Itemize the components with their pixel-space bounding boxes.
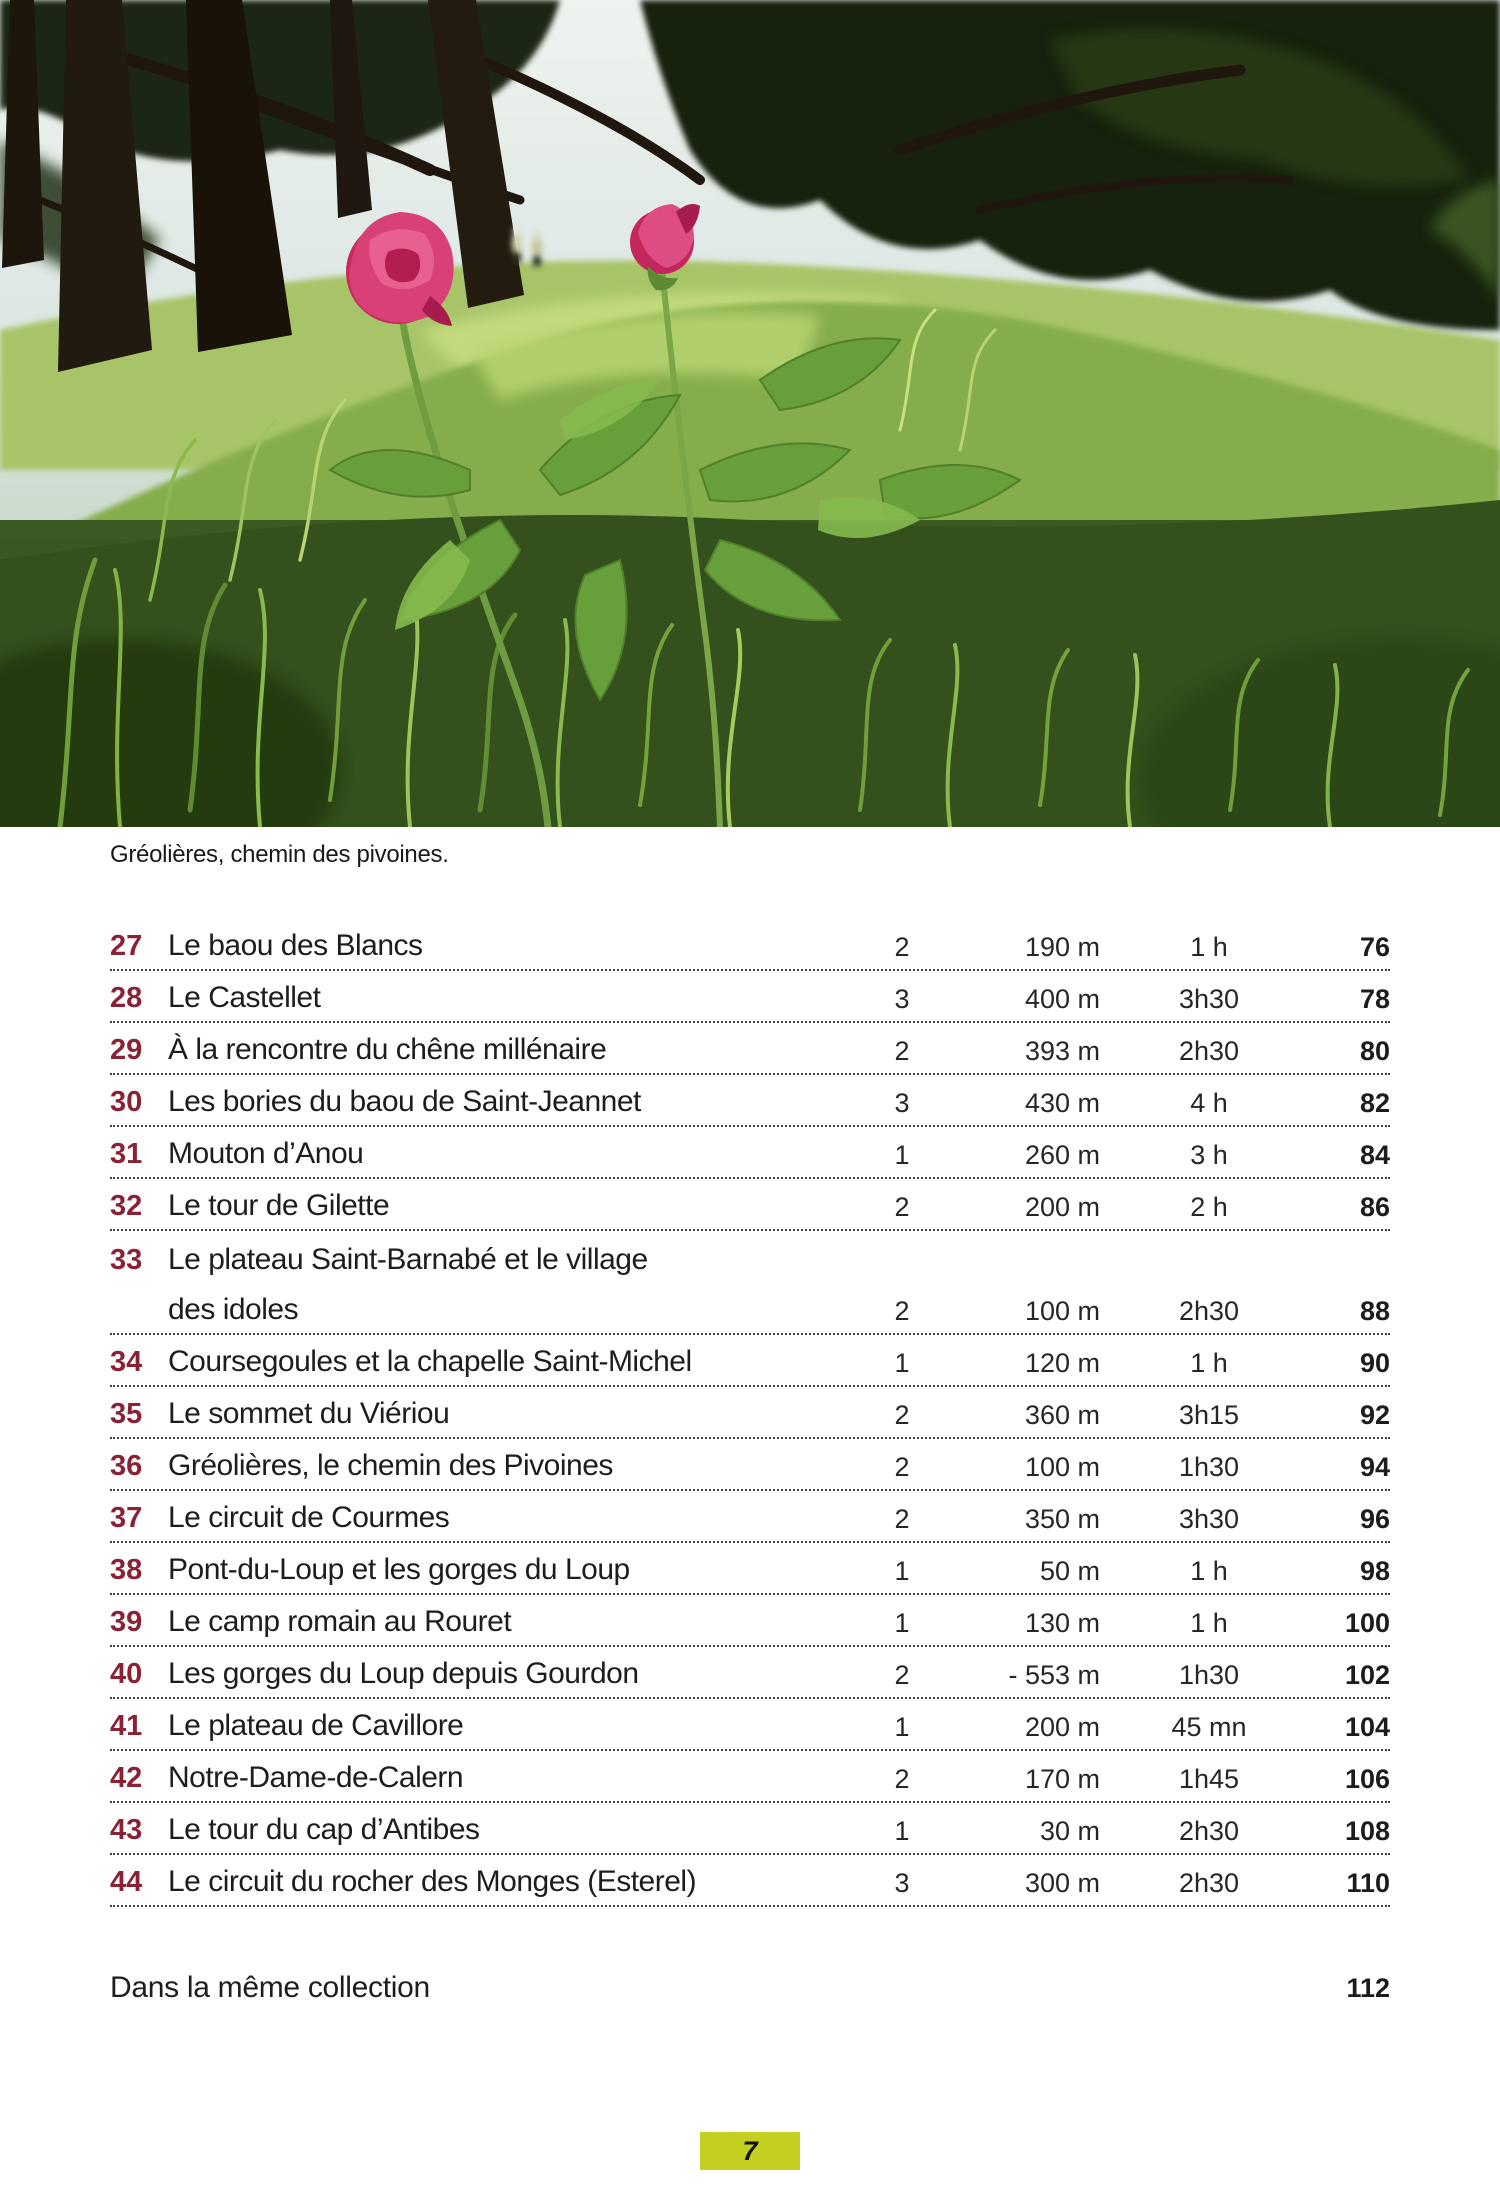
toc-entry-number: 34 bbox=[110, 1346, 143, 1378]
toc-entry-page: 96 bbox=[1359, 1504, 1390, 1534]
toc-entry-title: Pont-du-Loup et les gorges du Loup bbox=[168, 1553, 630, 1586]
toc-entry-elevation: 190 m bbox=[1024, 932, 1100, 962]
toc-entry-page: 110 bbox=[1346, 1868, 1390, 1898]
toc-entry-title: Coursegoules et la chapelle Saint-Michel bbox=[168, 1345, 692, 1378]
toc-entry-duration: 1h30 bbox=[1178, 1452, 1240, 1482]
toc-entry-title: Le circuit du rocher des Monges (Esterel) bbox=[168, 1865, 697, 1898]
toc-entry-number: 28 bbox=[110, 982, 143, 1014]
page-footer bbox=[0, 2132, 1500, 2170]
toc-entry-page: 86 bbox=[1359, 1192, 1390, 1222]
toc-row bbox=[110, 1283, 1390, 1335]
collection-row bbox=[110, 1971, 1390, 2005]
toc-entry-difficulty: 2 bbox=[894, 1452, 910, 1482]
toc-row bbox=[110, 1595, 1390, 1647]
page-number-badge bbox=[700, 2132, 800, 2170]
toc-entry-title: des idoles bbox=[168, 1293, 299, 1326]
toc-entry-number: 43 bbox=[110, 1814, 143, 1846]
toc-row bbox=[110, 1647, 1390, 1699]
toc-entry-elevation: 100 m bbox=[1024, 1296, 1100, 1326]
toc-entry-number: 35 bbox=[110, 1398, 143, 1430]
toc-entry-page: 94 bbox=[1359, 1452, 1390, 1482]
toc-entry-difficulty: 1 bbox=[894, 1712, 910, 1742]
toc-entry-elevation: - 553 m bbox=[1008, 1660, 1100, 1690]
toc-entry-duration: 1 h bbox=[1190, 932, 1228, 962]
toc-entry-number: 38 bbox=[110, 1554, 143, 1586]
toc-entry-number: 42 bbox=[110, 1762, 143, 1794]
toc-entry-page: 84 bbox=[1359, 1140, 1390, 1170]
header-photo bbox=[0, 0, 1500, 827]
toc-entry-elevation: 120 m bbox=[1024, 1348, 1100, 1378]
toc-entry-difficulty: 2 bbox=[894, 1504, 910, 1534]
toc-entry-number: 30 bbox=[110, 1086, 143, 1118]
toc-entry-title: Le sommet du Viériou bbox=[168, 1397, 450, 1430]
toc-row bbox=[110, 1075, 1390, 1127]
toc-entry-difficulty: 3 bbox=[894, 1088, 910, 1118]
toc-entry-duration: 2h30 bbox=[1178, 1036, 1240, 1066]
toc-entry-difficulty: 2 bbox=[894, 1192, 910, 1222]
toc-entry-number: 39 bbox=[110, 1606, 143, 1638]
toc-entry-title: À la rencontre du chêne millénaire bbox=[168, 1033, 607, 1066]
toc-row bbox=[110, 1803, 1390, 1855]
toc-entry-duration: 1 h bbox=[1190, 1608, 1228, 1638]
toc-entry-elevation: 350 m bbox=[1024, 1504, 1100, 1534]
toc-entry-duration: 3 h bbox=[1190, 1140, 1228, 1170]
page-number: 7 bbox=[742, 2135, 758, 2166]
table-of-contents bbox=[110, 919, 1390, 1907]
toc-entry-number: 44 bbox=[110, 1866, 143, 1898]
toc-row bbox=[110, 1751, 1390, 1803]
toc-row bbox=[110, 919, 1390, 971]
toc-entry-duration: 2h30 bbox=[1178, 1296, 1240, 1326]
toc-entry-difficulty: 2 bbox=[894, 932, 910, 962]
toc-entry-elevation: 130 m bbox=[1024, 1608, 1100, 1638]
toc-entry-title: Gréolières, le chemin des Pivoines bbox=[168, 1449, 613, 1482]
toc-entry-difficulty: 1 bbox=[894, 1816, 910, 1846]
toc-entry-duration: 2h30 bbox=[1178, 1816, 1240, 1846]
photo-caption: Gréolières, chemin des pivoines. bbox=[110, 841, 449, 868]
toc-entry-page: 82 bbox=[1359, 1088, 1390, 1118]
toc-entry-number: 31 bbox=[110, 1138, 143, 1170]
toc-entry-difficulty: 1 bbox=[894, 1556, 910, 1586]
toc-entry-page: 92 bbox=[1359, 1400, 1390, 1430]
toc-entry-elevation: 430 m bbox=[1024, 1088, 1100, 1118]
toc-entry-difficulty: 1 bbox=[894, 1140, 910, 1170]
toc-entry-elevation: 360 m bbox=[1024, 1400, 1100, 1430]
toc-entry-number: 33 bbox=[110, 1244, 143, 1276]
toc-entry-difficulty: 1 bbox=[894, 1348, 910, 1378]
toc-entry-page: 108 bbox=[1344, 1816, 1390, 1846]
toc-row bbox=[110, 1231, 1390, 1283]
toc-entry-elevation: 393 m bbox=[1024, 1036, 1100, 1066]
toc-entry-page: 76 bbox=[1359, 932, 1390, 962]
toc-entry-title: Le baou des Blancs bbox=[168, 929, 423, 962]
toc-entry-duration: 3h15 bbox=[1178, 1400, 1240, 1430]
toc-entry-title: Le camp romain au Rouret bbox=[168, 1605, 512, 1638]
toc-row bbox=[110, 1491, 1390, 1543]
toc-entry-page: 78 bbox=[1359, 984, 1390, 1014]
toc-entry-number: 36 bbox=[110, 1450, 143, 1482]
toc-entry-duration: 3h30 bbox=[1178, 984, 1240, 1014]
toc-entry-difficulty: 2 bbox=[894, 1036, 910, 1066]
toc-row bbox=[110, 1387, 1390, 1439]
toc-entry-elevation: 260 m bbox=[1024, 1140, 1100, 1170]
toc-row bbox=[110, 1855, 1390, 1907]
toc-entry-page: 106 bbox=[1344, 1764, 1390, 1794]
toc-row bbox=[110, 1127, 1390, 1179]
toc-entry-duration: 1 h bbox=[1190, 1348, 1228, 1378]
toc-entry-elevation: 50 m bbox=[1039, 1556, 1100, 1586]
toc-entry-title: Les gorges du Loup depuis Gourdon bbox=[168, 1657, 639, 1690]
toc-entry-number: 27 bbox=[110, 930, 143, 962]
toc-entry-elevation: 200 m bbox=[1024, 1192, 1100, 1222]
toc-entry-duration: 2h30 bbox=[1178, 1868, 1240, 1898]
toc-entry-title: Mouton d’Anou bbox=[168, 1137, 364, 1170]
toc-entry-difficulty: 2 bbox=[894, 1296, 910, 1326]
toc-entry-duration: 1 h bbox=[1190, 1556, 1228, 1586]
toc-entry-title: Le tour du cap d’Antibes bbox=[168, 1813, 480, 1846]
toc-entry-elevation: 300 m bbox=[1024, 1868, 1100, 1898]
toc-entry-title: Le Castellet bbox=[168, 981, 321, 1014]
toc-entry-number: 41 bbox=[110, 1710, 143, 1742]
toc-entry-difficulty: 3 bbox=[894, 984, 910, 1014]
toc-entry-duration: 2 h bbox=[1190, 1192, 1228, 1222]
toc-entry-number: 32 bbox=[110, 1190, 143, 1222]
toc-entry-difficulty: 2 bbox=[894, 1660, 910, 1690]
toc-entry-number: 29 bbox=[110, 1034, 143, 1066]
toc-entry-elevation: 30 m bbox=[1039, 1816, 1100, 1846]
toc-entry-title: Le circuit de Courmes bbox=[168, 1501, 450, 1534]
toc-entry-duration: 1h45 bbox=[1178, 1764, 1240, 1794]
toc-entry-title: Notre-Dame-de-Calern bbox=[168, 1761, 464, 1794]
toc-entry-title: Le tour de Gilette bbox=[168, 1189, 390, 1222]
toc-entry-difficulty: 1 bbox=[894, 1608, 910, 1638]
photo-illustration bbox=[0, 0, 1500, 827]
toc-entry-page: 102 bbox=[1344, 1660, 1390, 1690]
toc-entry-page: 88 bbox=[1359, 1296, 1390, 1326]
toc-entry-number: 37 bbox=[110, 1502, 143, 1534]
toc-entry-page: 98 bbox=[1359, 1556, 1390, 1586]
toc-row bbox=[110, 1335, 1390, 1387]
toc-entry-duration: 4 h bbox=[1190, 1088, 1228, 1118]
toc-entry-page: 90 bbox=[1359, 1348, 1390, 1378]
toc-entry-page: 80 bbox=[1359, 1036, 1390, 1066]
toc-row bbox=[110, 971, 1390, 1023]
toc-entry-difficulty: 2 bbox=[894, 1400, 910, 1430]
collection-label: Dans la même collection bbox=[110, 1971, 430, 2004]
toc-entry-elevation: 100 m bbox=[1024, 1452, 1100, 1482]
toc-entry-title: Les bories du baou de Saint-Jeannet bbox=[168, 1085, 641, 1118]
toc-entry-difficulty: 2 bbox=[894, 1764, 910, 1794]
toc-entry-number: 40 bbox=[110, 1658, 143, 1690]
toc-entry-difficulty: 3 bbox=[894, 1868, 910, 1898]
toc-entry-title: Le plateau de Cavillore bbox=[168, 1709, 464, 1742]
toc-row bbox=[110, 1023, 1390, 1075]
toc-entry-page: 100 bbox=[1344, 1608, 1390, 1638]
toc-row bbox=[110, 1543, 1390, 1595]
toc-row bbox=[110, 1179, 1390, 1231]
toc-entry-duration: 1h30 bbox=[1178, 1660, 1240, 1690]
toc-entry-duration: 45 mn bbox=[1171, 1712, 1247, 1742]
toc-entry-elevation: 400 m bbox=[1024, 984, 1100, 1014]
toc-row bbox=[110, 1699, 1390, 1751]
toc-entry-elevation: 200 m bbox=[1024, 1712, 1100, 1742]
toc-entry-elevation: 170 m bbox=[1024, 1764, 1100, 1794]
toc-entry-page: 104 bbox=[1344, 1712, 1390, 1742]
toc-entry-title: Le plateau Saint-Barnabé et le village bbox=[168, 1243, 648, 1276]
toc-row bbox=[110, 1439, 1390, 1491]
toc-entry-duration: 3h30 bbox=[1178, 1504, 1240, 1534]
collection-page-number: 112 bbox=[1346, 1973, 1390, 2003]
